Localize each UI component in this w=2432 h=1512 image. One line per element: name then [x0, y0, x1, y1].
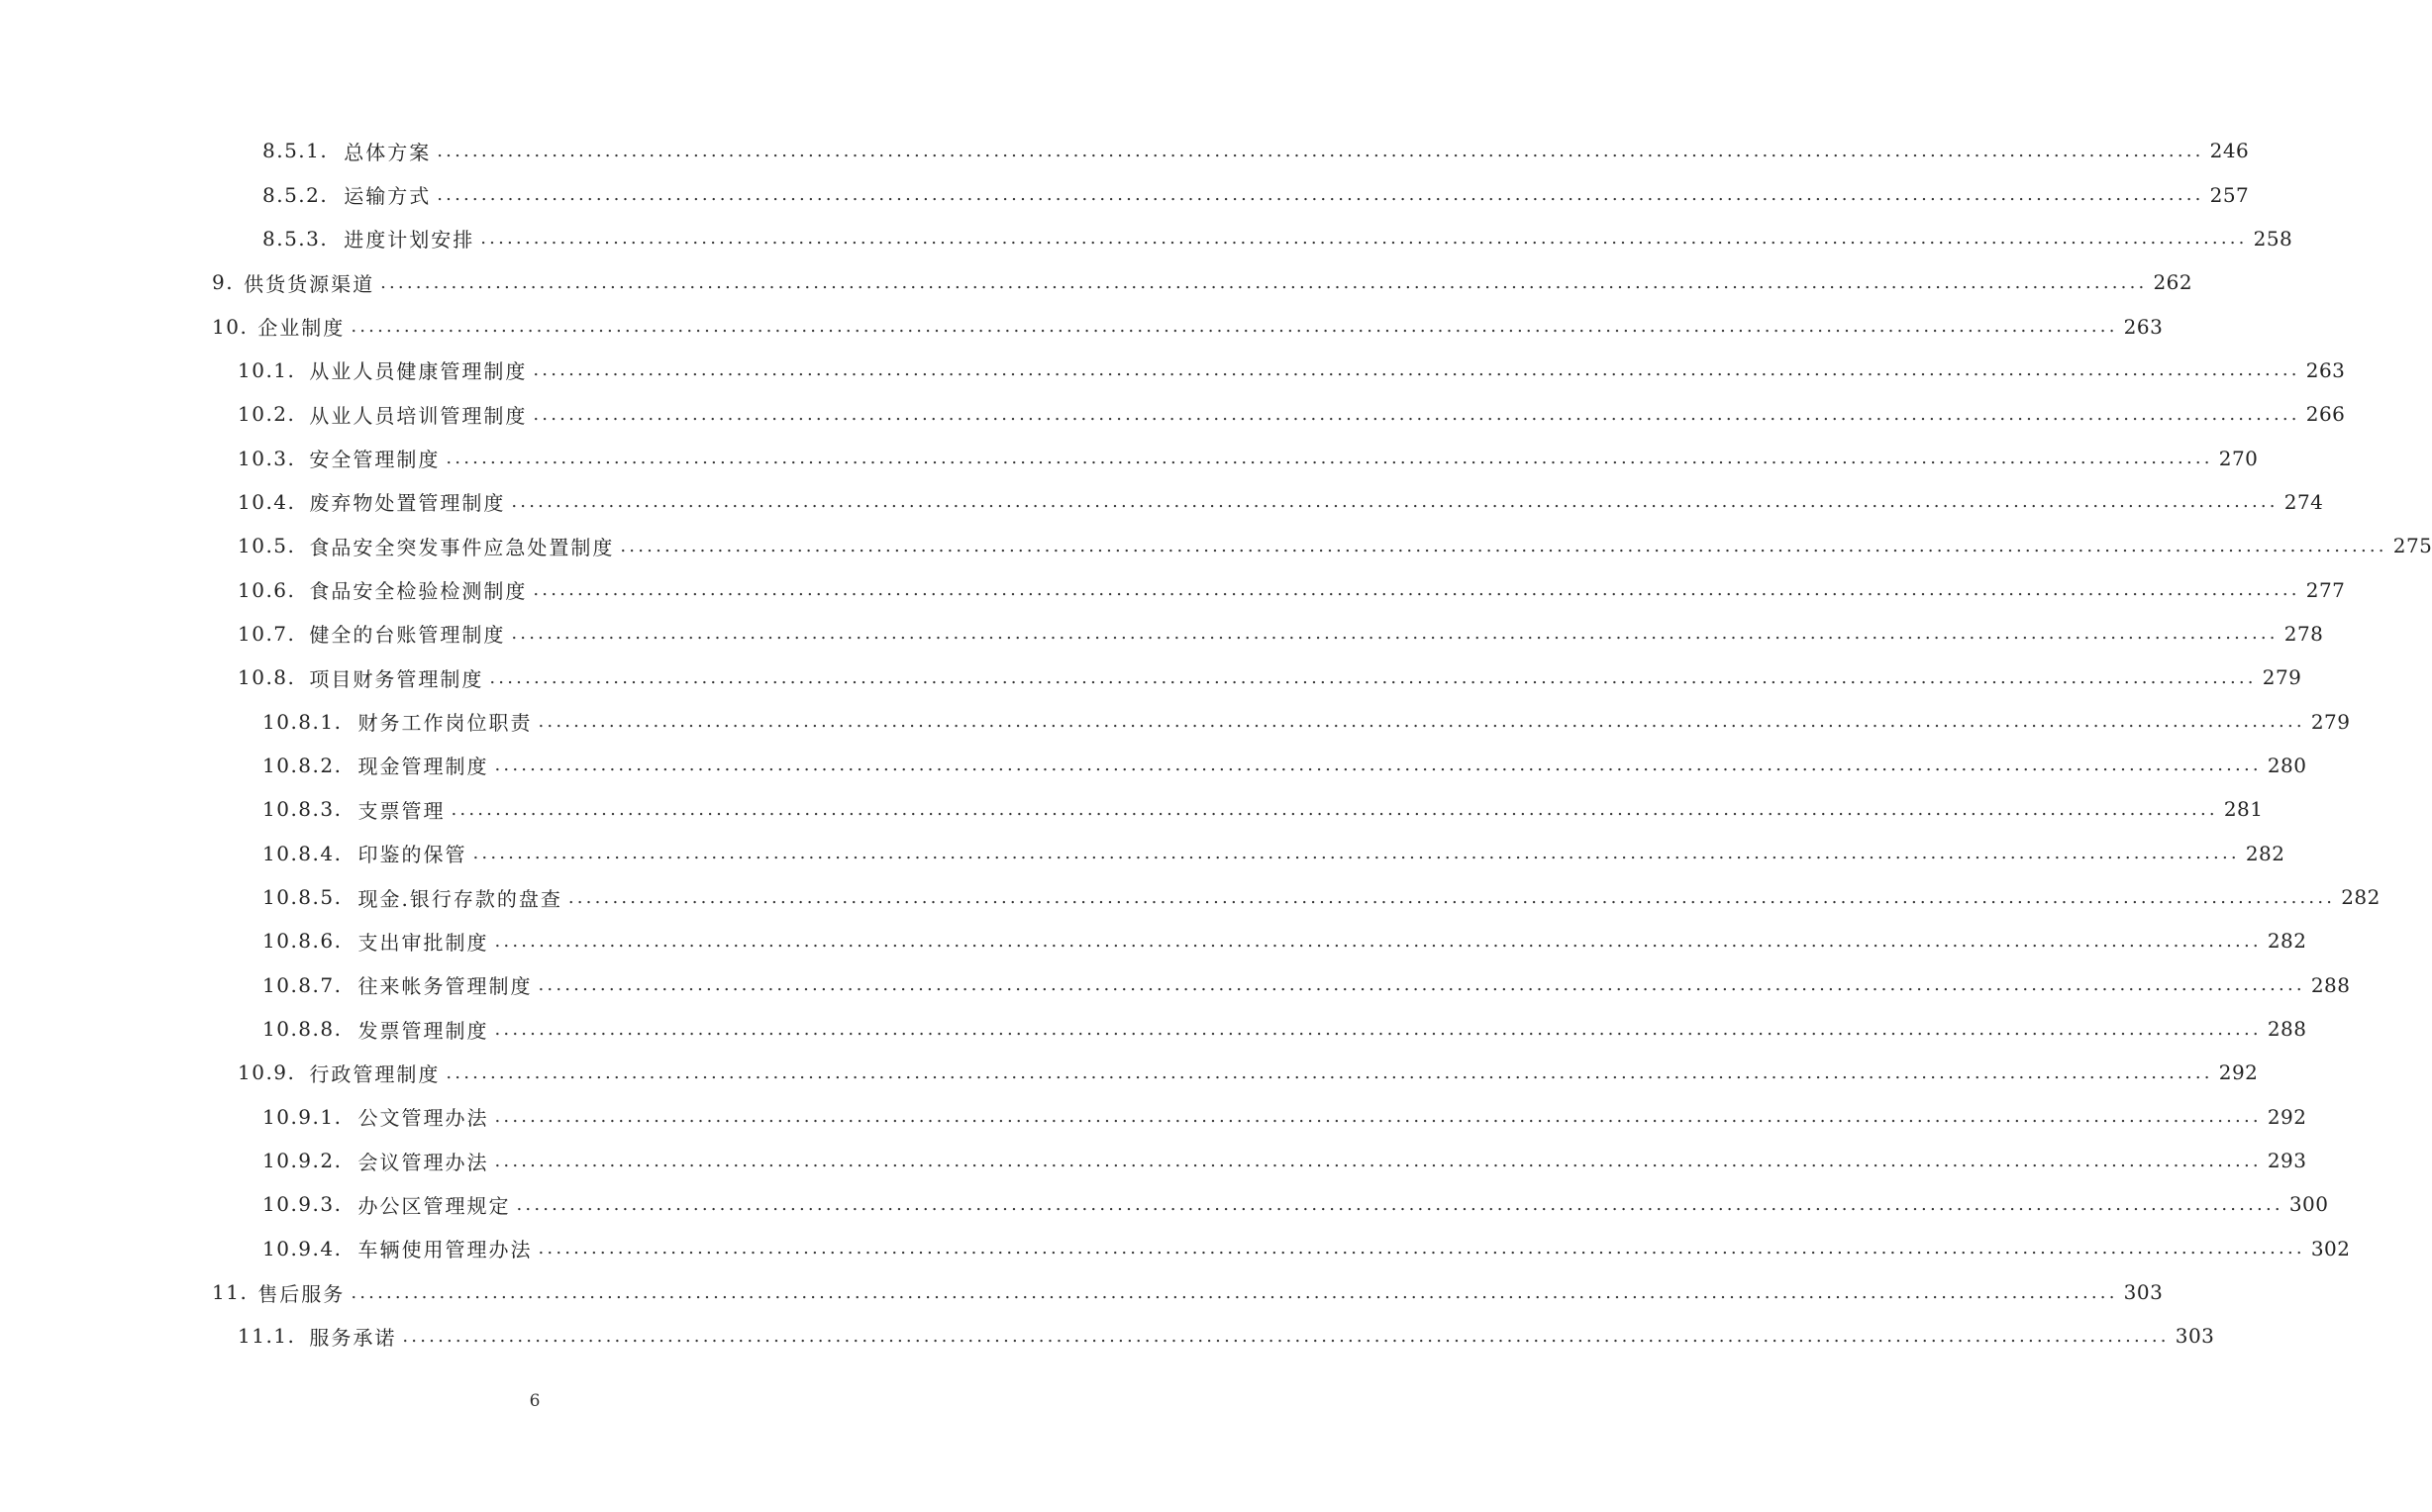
toc-entry[interactable] [0, 832, 2285, 875]
toc-entry[interactable] [0, 1314, 2215, 1358]
toc-dot-leader: ........................................................................................................................................................................................................ [533, 579, 2300, 601]
toc-entry[interactable] [0, 392, 2346, 436]
toc-entry-number: 8.5.3. [262, 226, 329, 251]
toc-entry-number: 10.7. [238, 621, 296, 646]
toc-entry[interactable] [0, 260, 2193, 304]
toc-entry-number: 10. [212, 314, 249, 339]
toc-dot-leader: ........................................................................................................................................................................................................ [533, 403, 2300, 425]
toc-dot-leader: ........................................................................................................................................................................................................ [511, 491, 2279, 513]
toc-entry-title: 行政管理制度 [309, 1061, 441, 1086]
toc-entry[interactable] [0, 436, 2259, 479]
toc-entry-number: 10.8. [238, 665, 296, 690]
toc-dot-leader: ........................................................................................................................................................................................................ [494, 1150, 2262, 1171]
toc-dot-leader: ........................................................................................................................................................................................................ [437, 184, 2204, 206]
toc-entry-number: 10.9.4. [262, 1236, 343, 1260]
toc-entry[interactable] [0, 612, 2324, 655]
toc-dot-leader: ........................................................................................................................................................................................................ [494, 1018, 2262, 1040]
toc-dot-leader: ........................................................................................................................................................................................................ [494, 930, 2262, 952]
toc-entry-page: 279 [2310, 709, 2351, 734]
toc-entry-page: 288 [2310, 972, 2351, 997]
toc-entry-title: 食品安全检验检测制度 [309, 579, 528, 604]
toc-entry-title: 财务工作岗位职责 [357, 711, 533, 736]
toc-dot-leader: ........................................................................................................................................................................................................ [620, 535, 2387, 556]
toc-entry[interactable] [0, 1095, 2307, 1139]
toc-entry-title: 废弃物处置管理制度 [309, 491, 506, 516]
toc-entry[interactable] [0, 172, 2250, 216]
toc-entry-page: 282 [2267, 929, 2307, 954]
toc-entry-number: 10.5. [238, 534, 296, 558]
toc-entry-number: 10.8.3. [262, 797, 343, 822]
toc-entry-number: 10.4. [238, 489, 296, 514]
toc-dot-leader: ........................................................................................................................................................................................................ [567, 886, 2336, 908]
toc-entry-page: 300 [2288, 1192, 2329, 1217]
toc-entry-title: 服务承诺 [309, 1325, 397, 1350]
toc-entry[interactable] [0, 1051, 2259, 1094]
toc-entry-title: 运输方式 [344, 184, 432, 209]
toc-entry-number: 9. [212, 270, 235, 295]
toc-entry-number: 10.8.8. [262, 1017, 343, 1042]
toc-entry[interactable] [0, 919, 2307, 962]
page-number: 6 [529, 1391, 541, 1411]
toc-entry-page: 281 [2223, 797, 2264, 822]
toc-entry-title: 支票管理 [357, 798, 446, 823]
toc-entry-number: 10.6. [238, 577, 296, 602]
toc-entry-number: 11.1. [238, 1324, 296, 1349]
toc-entry[interactable] [0, 1227, 2351, 1270]
toc-entry-page: 266 [2305, 402, 2346, 427]
toc-entry-number: 10.9. [238, 1060, 296, 1085]
toc-entry-number: 10.8.2. [262, 753, 343, 777]
toc-entry-page: 282 [2245, 841, 2285, 865]
toc-entry[interactable] [0, 1182, 2329, 1226]
toc-entry[interactable] [0, 1007, 2307, 1051]
toc-dot-leader: ........................................................................................................................................................................................................ [437, 140, 2204, 161]
toc-entry-page: 274 [2283, 489, 2324, 514]
toc-entry[interactable] [0, 1139, 2307, 1182]
toc-entry[interactable] [0, 655, 2302, 699]
toc-entry-title: 项目财务管理制度 [309, 666, 484, 691]
toc-entry-page: 277 [2305, 577, 2346, 602]
toc-entry-title: 供货货源渠道 [244, 271, 375, 296]
toc-dot-leader: ........................................................................................................................................................................................................ [511, 623, 2279, 645]
toc-dot-leader: ........................................................................................................................................................................................................ [472, 843, 2240, 864]
toc-entry[interactable] [0, 963, 2351, 1007]
toc-entry-title: 发票管理制度 [357, 1018, 489, 1043]
toc-entry[interactable] [0, 480, 2324, 524]
toc-entry-page: 279 [2262, 665, 2302, 690]
toc-entry-number: 10.8.5. [262, 885, 343, 910]
toc-dot-leader: ........................................................................................................................................................................................................ [446, 1061, 2213, 1083]
toc-entry[interactable] [0, 129, 2250, 172]
toc-dot-leader: ........................................................................................................................................................................................................ [494, 1106, 2262, 1128]
toc-entry-page: 278 [2283, 621, 2324, 646]
toc-entry-page: 258 [2253, 226, 2293, 251]
toc-entry-page: 257 [2209, 182, 2250, 207]
toc-entry-title: 总体方案 [344, 140, 432, 164]
toc-dot-leader: ........................................................................................................................................................................................................ [446, 448, 2213, 469]
toc-entry[interactable] [0, 787, 2264, 831]
toc-entry-number: 10.2. [238, 402, 296, 427]
toc-entry-title: 安全管理制度 [309, 448, 441, 472]
toc-entry[interactable] [0, 567, 2346, 611]
toc-dot-leader: ........................................................................................................................................................................................................ [516, 1193, 2283, 1215]
toc-dot-leader: ........................................................................................................................................................................................................ [351, 316, 2118, 338]
toc-entry-title: 食品安全突发事件应急处置制度 [309, 535, 615, 559]
toc-entry-title: 企业制度 [257, 316, 346, 341]
toc-entry-title: 会议管理办法 [357, 1150, 489, 1174]
toc-dot-leader: ........................................................................................................................................................................................................ [380, 271, 2148, 293]
toc-entry[interactable] [0, 875, 2381, 919]
toc-entry-page: 263 [2123, 314, 2164, 339]
toc-entry[interactable] [0, 217, 2293, 260]
toc-entry-page: 270 [2218, 446, 2259, 470]
toc-entry-page: 282 [2341, 885, 2381, 910]
toc-entry[interactable] [0, 349, 2346, 392]
toc-entry-page: 263 [2305, 357, 2346, 382]
toc-dot-leader: ........................................................................................................................................................................................................ [351, 1281, 2118, 1303]
toc-entry-page: 303 [2123, 1280, 2164, 1305]
toc-entry-number: 10.8.4. [262, 841, 343, 865]
toc-entry-title: 车辆使用管理办法 [357, 1238, 533, 1262]
toc-entry-page: 302 [2310, 1236, 2351, 1260]
toc-entry[interactable] [0, 699, 2351, 743]
toc-entry-title: 办公区管理规定 [357, 1193, 511, 1218]
toc-dot-leader: ........................................................................................................................................................................................................ [451, 798, 2218, 820]
toc-entry-number: 10.8.6. [262, 929, 343, 954]
toc-entry-title: 印鉴的保管 [357, 843, 467, 867]
toc-entry-title: 现金.银行存款的盘查 [357, 886, 562, 911]
toc-entry[interactable] [0, 1270, 2164, 1314]
toc-dot-leader: ........................................................................................................................................................................................................ [489, 666, 2257, 688]
toc-entry-page: 262 [2153, 270, 2193, 295]
toc-entry-number: 10.9.2. [262, 1149, 343, 1173]
toc-entry-page: 288 [2267, 1017, 2307, 1042]
toc-entry-title: 从业人员健康管理制度 [309, 359, 528, 384]
toc-entry-number: 10.9.3. [262, 1192, 343, 1217]
toc-dot-leader: ........................................................................................................................................................................................................ [538, 974, 2305, 996]
toc-entry-page: 303 [2175, 1324, 2215, 1349]
toc-dot-leader: ........................................................................................................................................................................................................ [538, 1238, 2305, 1260]
toc-entry-title: 公文管理办法 [357, 1106, 489, 1131]
toc-dot-leader: ........................................................................................................................................................................................................ [533, 359, 2300, 381]
toc-entry-title: 往来帐务管理制度 [357, 974, 533, 999]
toc-entry-page: 292 [2267, 1104, 2307, 1129]
toc-entry-page: 246 [2209, 139, 2250, 163]
toc-entry-number: 10.8.7. [262, 972, 343, 997]
toc-entry[interactable] [0, 524, 2432, 567]
toc-entry-number: 8.5.2. [262, 182, 329, 207]
toc-dot-leader: ........................................................................................................................................................................................................ [480, 228, 2248, 250]
toc-entry-page: 275 [2392, 534, 2432, 558]
toc-dot-leader: ........................................................................................................................................................................................................ [494, 755, 2262, 776]
table-of-contents [0, 129, 2432, 1359]
toc-dot-leader: ........................................................................................................................................................................................................ [402, 1325, 2170, 1347]
toc-entry[interactable] [0, 304, 2164, 348]
toc-entry-title: 现金管理制度 [357, 755, 489, 779]
toc-entry-page: 280 [2267, 753, 2307, 777]
toc-entry-title: 售后服务 [257, 1281, 346, 1306]
toc-entry-page: 293 [2267, 1149, 2307, 1173]
toc-entry-number: 11. [212, 1280, 249, 1305]
toc-entry-number: 10.9.1. [262, 1104, 343, 1129]
toc-entry-number: 8.5.1. [262, 139, 329, 163]
toc-entry-title: 支出审批制度 [357, 930, 489, 955]
toc-entry-title: 从业人员培训管理制度 [309, 403, 528, 428]
toc-entry-number: 10.3. [238, 446, 296, 470]
toc-entry-title: 健全的台账管理制度 [309, 623, 506, 648]
toc-entry-page: 292 [2218, 1060, 2259, 1085]
toc-entry-title: 进度计划安排 [344, 228, 475, 252]
toc-entry-number: 10.1. [238, 357, 296, 382]
toc-entry[interactable] [0, 744, 2307, 787]
toc-entry-number: 10.8.1. [262, 709, 343, 734]
toc-dot-leader: ........................................................................................................................................................................................................ [538, 711, 2305, 733]
